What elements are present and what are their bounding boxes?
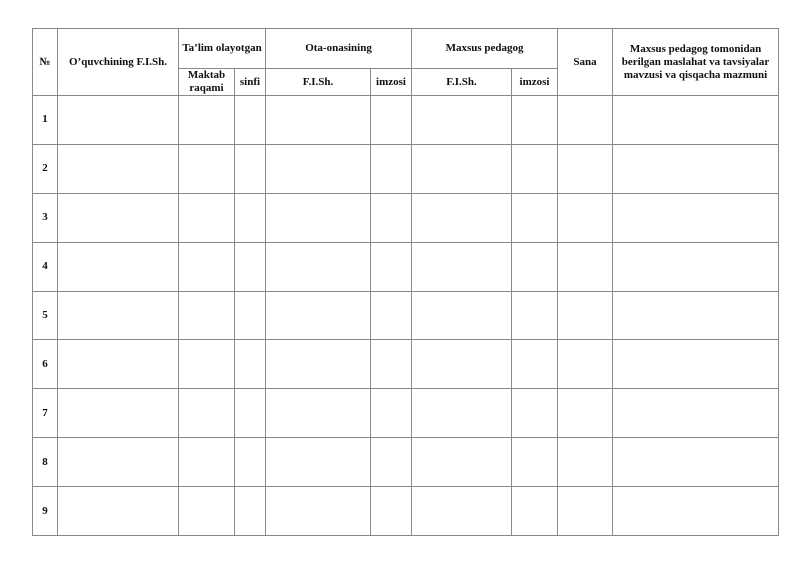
row-number: 2 xyxy=(33,144,58,193)
table-cell xyxy=(266,389,371,438)
table-cell xyxy=(58,389,179,438)
header-number: № xyxy=(33,29,58,96)
table-cell xyxy=(558,291,613,340)
row-number: 8 xyxy=(33,438,58,487)
table-cell xyxy=(412,291,512,340)
table-cell xyxy=(371,193,412,242)
table-cell xyxy=(613,438,779,487)
table-cell xyxy=(371,96,412,145)
table-body xyxy=(33,96,779,536)
header-student-name: O’quvchining F.I.Sh. xyxy=(58,29,179,96)
table-cell xyxy=(558,389,613,438)
table-cell xyxy=(371,389,412,438)
table-cell xyxy=(558,242,613,291)
table-cell xyxy=(179,242,235,291)
table-cell xyxy=(266,144,371,193)
table-cell xyxy=(558,144,613,193)
row-number: 3 xyxy=(33,193,58,242)
consultation-log-table xyxy=(32,28,779,536)
table-cell xyxy=(412,340,512,389)
consultation-log-sheet xyxy=(32,28,778,535)
table-cell xyxy=(613,487,779,536)
table-cell xyxy=(58,340,179,389)
table-cell xyxy=(613,96,779,145)
row-number: 9 xyxy=(33,487,58,536)
table-cell xyxy=(58,144,179,193)
table-cell xyxy=(558,438,613,487)
table-cell xyxy=(613,193,779,242)
table-cell xyxy=(266,291,371,340)
table-cell xyxy=(179,438,235,487)
table-cell xyxy=(235,487,266,536)
table-cell xyxy=(512,487,558,536)
table-cell xyxy=(512,193,558,242)
table-cell xyxy=(613,242,779,291)
header-parents: Ota-onasining xyxy=(266,29,412,69)
table-cell xyxy=(558,193,613,242)
table-cell xyxy=(235,389,266,438)
table-cell xyxy=(412,144,512,193)
table-cell xyxy=(58,193,179,242)
table-cell xyxy=(235,438,266,487)
row-number: 1 xyxy=(33,96,58,145)
header-date: Sana xyxy=(558,29,613,96)
table-cell xyxy=(412,438,512,487)
table-cell xyxy=(613,291,779,340)
header-education: Ta’lim olayotgan xyxy=(179,29,266,69)
table-cell xyxy=(613,144,779,193)
row-number: 7 xyxy=(33,389,58,438)
header-pedagogue: Maxsus pedagog xyxy=(412,29,558,69)
table-row xyxy=(33,340,779,389)
table-cell xyxy=(235,144,266,193)
table-cell xyxy=(412,193,512,242)
table-cell xyxy=(266,487,371,536)
table-cell xyxy=(512,389,558,438)
table-row xyxy=(33,291,779,340)
table-cell xyxy=(371,487,412,536)
table-cell xyxy=(58,291,179,340)
table-cell xyxy=(512,340,558,389)
table-cell xyxy=(512,242,558,291)
header-pedagogue-signature: imzosi xyxy=(512,69,558,96)
table-cell xyxy=(412,487,512,536)
table-cell xyxy=(613,340,779,389)
table-cell xyxy=(512,438,558,487)
header-parent-signature: imzosi xyxy=(371,69,412,96)
header-grade: sinfi xyxy=(235,69,266,96)
table-cell xyxy=(512,96,558,145)
table-row xyxy=(33,144,779,193)
table-cell xyxy=(266,193,371,242)
header-pedagogue-name: F.I.Sh. xyxy=(412,69,512,96)
table-row xyxy=(33,242,779,291)
table-cell xyxy=(371,144,412,193)
table-cell xyxy=(179,144,235,193)
table-cell xyxy=(613,389,779,438)
table-cell xyxy=(412,389,512,438)
table-cell xyxy=(558,487,613,536)
row-number: 4 xyxy=(33,242,58,291)
table-cell xyxy=(558,340,613,389)
table-cell xyxy=(58,242,179,291)
row-number: 5 xyxy=(33,291,58,340)
table-cell xyxy=(266,96,371,145)
header-row-top xyxy=(33,29,779,69)
table-cell xyxy=(412,96,512,145)
table-cell xyxy=(512,291,558,340)
table-row xyxy=(33,389,779,438)
table-row xyxy=(33,193,779,242)
table-cell xyxy=(235,193,266,242)
table-cell xyxy=(179,487,235,536)
table-cell xyxy=(512,144,558,193)
table-cell xyxy=(266,242,371,291)
table-cell xyxy=(266,438,371,487)
table-cell xyxy=(179,193,235,242)
table-cell xyxy=(58,487,179,536)
table-cell xyxy=(58,96,179,145)
table-cell xyxy=(266,340,371,389)
table-cell xyxy=(235,340,266,389)
table-row xyxy=(33,96,779,145)
table-cell xyxy=(179,340,235,389)
table-cell xyxy=(371,340,412,389)
table-row xyxy=(33,487,779,536)
table-cell xyxy=(235,242,266,291)
table-cell xyxy=(235,96,266,145)
header-parent-name: F.I.Sh. xyxy=(266,69,371,96)
table-cell xyxy=(371,242,412,291)
table-cell xyxy=(179,389,235,438)
table-cell xyxy=(235,291,266,340)
table-cell xyxy=(371,291,412,340)
header-school-number: Maktab raqami xyxy=(179,69,235,96)
table-cell xyxy=(179,96,235,145)
table-cell xyxy=(412,242,512,291)
table-cell xyxy=(58,438,179,487)
row-number: 6 xyxy=(33,340,58,389)
table-cell xyxy=(371,438,412,487)
header-advice: Maxsus pedagog tomonidan berilgan maslahat va tavsiyalar mavzusi va qisqacha mazmuni xyxy=(613,29,779,96)
table-cell xyxy=(179,291,235,340)
table-cell xyxy=(558,96,613,145)
table-row xyxy=(33,438,779,487)
